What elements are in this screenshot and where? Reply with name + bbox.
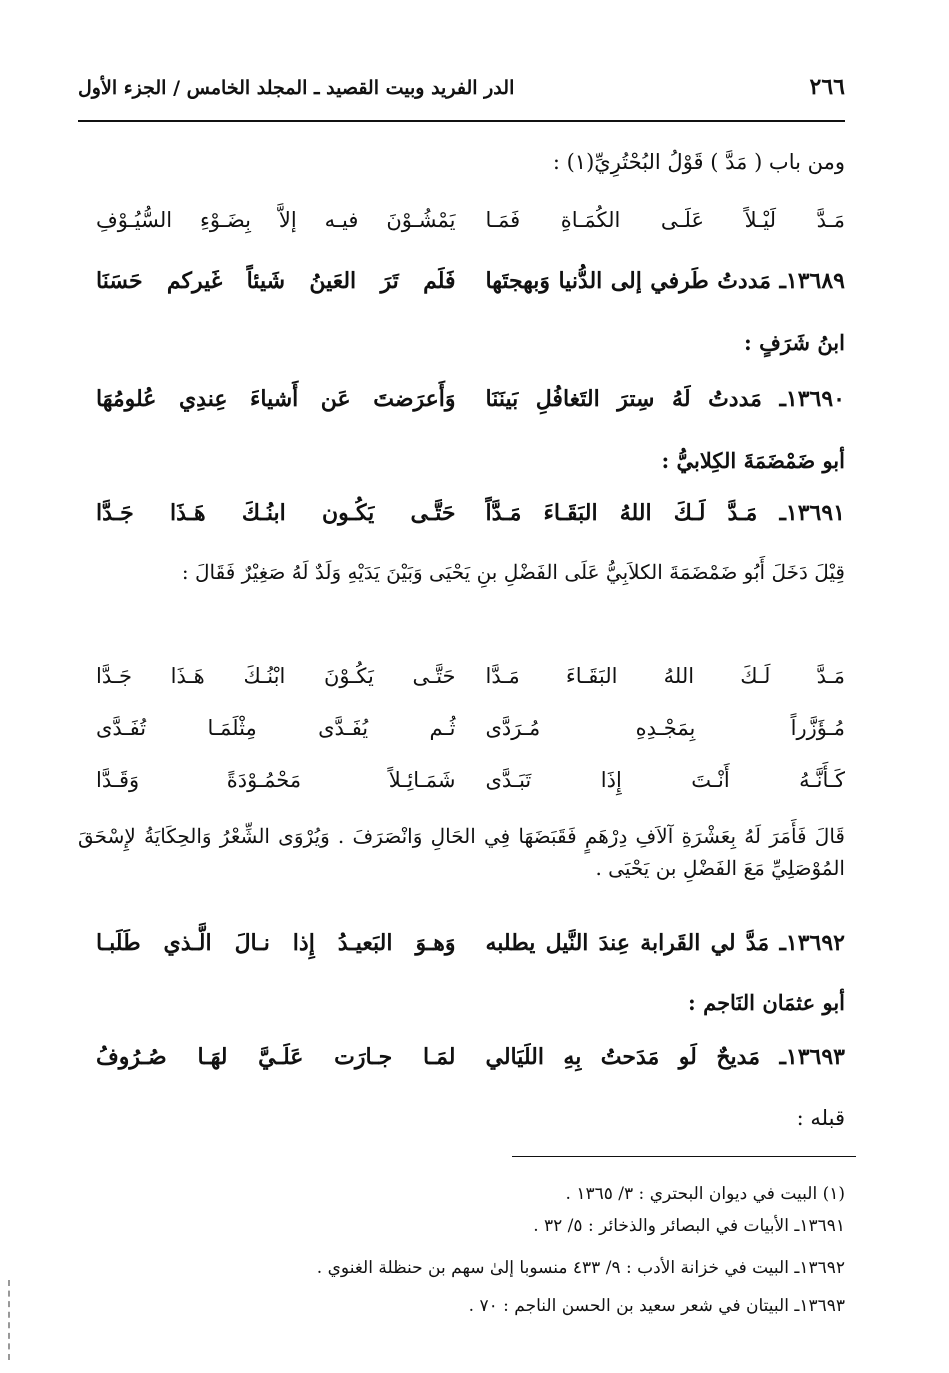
first-hemistich: ١٣٦٩٢ـ مَدَّ لي القَرابة عِندَ النَّيل يطلبه <box>485 930 845 956</box>
poem-line <box>96 716 845 740</box>
second-hemistich: لمَـا جـارَت عَلَـيَّ لهَـا صُـرُوفُ <box>96 1044 456 1070</box>
footnote: ١٣٦٩٣ـ البيتان في شعر سعيد بن الحسن الناجم : ٧٠ . <box>468 1296 845 1316</box>
running-title: الدر الفريد وبيت القصيد ـ المجلد الخامس / الجزء الأول <box>78 77 515 99</box>
verse-13691 <box>96 500 845 526</box>
prose-paragraph: قَالَ فَأَمَرَ لَهُ بِعَشْرَةِ آلاَفِ دِرْهَمٍ فَقَبَضَهَا فِي الحَالِ وَانْصَرَفَ . وَيُرْوَى الشِّعْرُ وَالحِكَايَةُ لإِسْحَقَ المُوْصَلِيِّ مَعَ الفَضْلِ بن يَحْيَى . <box>78 824 845 880</box>
second-hemistich: حَتَّـى يَكُـوْنَ ابْنُـكَ هَـذَا جَـدَّا <box>96 664 456 688</box>
page-number: ٢٦٦ <box>809 74 845 100</box>
verse-13692 <box>96 930 845 956</box>
first-hemistich: ١٣٦٩١ـ مَـدَّ لَـكَ اللهُ البَقَـاءَ مَـدَّاً <box>485 500 845 526</box>
first-hemistich: كَـأَنَّـهُ أَنْـتَ إِذَا تَبَـدَّى <box>485 768 845 792</box>
poet-name: أبو عثمَان النَاجم : <box>688 990 845 1015</box>
first-hemistich: مُـؤَزَّراً بِمَجْـدِهِ مُـرَدَّى <box>485 716 845 740</box>
prose-paragraph: قِيْلَ دَخَلَ أَبُو ضَمْضَمَةَ الكلاَبِيُّ عَلَى الفَضْلِ بنِ يَحْيَى وَبَيْنَ يَدَيْهِ وَلَدٌ لَهُ صَغِيْرٌ فَقَالَ : <box>181 560 845 584</box>
header-divider <box>78 120 845 122</box>
second-hemistich: وَأَعرَضتَ عَن أَشياءَ عِندِي عُلومُهَا <box>96 386 456 412</box>
poet-name: أبو ضَمْضَمَةَ الكِلابيُّ : <box>661 448 845 473</box>
second-hemistich: فَلَم تَرَ العَينُ شَيئاً غَيركم حَسَنَا <box>96 268 456 294</box>
first-hemistich: ١٣٦٩٣ـ مَديحٌ لَو مَدَحتُ بِهِ اللَيَالي <box>485 1044 845 1070</box>
second-hemistich: حَتَّـى يَكُـون ابنُـكَ هَـذَا جَـدَّا <box>96 500 456 526</box>
second-hemistich: وَهـوَ البَعيـدُ إِذا نـالَ الَّـذي طَلَبـا <box>96 930 456 956</box>
first-hemistich: مَـدَّ لَـكَ اللهُ البَقَـاءَ مَـدَّا <box>485 664 845 688</box>
second-hemistich: ثُـم يُفَـدَّى مِثْلَمَـا تُفَـدَّى <box>96 716 456 740</box>
poem-line <box>96 768 845 792</box>
second-hemistich: يَمْشُـوْنَ فيـه إلاَّ بِضَـوْءِ السُّيُـوْفِ <box>96 208 456 232</box>
verse-13689 <box>96 268 845 294</box>
continuation-note: قبله : <box>796 1106 845 1130</box>
page-header <box>78 74 845 100</box>
footnote: ١٣٦٩١ـ الأبيات في البصائر والذخائر : ٥/ ٣٢ . <box>533 1216 845 1236</box>
verse-13693 <box>96 1044 845 1070</box>
footnote: (١) البيت في ديوان البحتري : ٣/ ١٣٦٥ . <box>565 1184 845 1204</box>
footnote-divider <box>512 1156 856 1157</box>
first-hemistich: ١٣٦٩٠ـ مَددتُ لَهُ سِترَ التَغافُلِ بَينَنَا <box>485 386 845 412</box>
verse-line <box>96 208 845 232</box>
poem-line <box>96 664 845 688</box>
footnote: ١٣٦٩٢ـ البيت في خزانة الأدب : ٩/ ٤٣٣ منسوبا إلىٰ سهم بن حنظلة الغنوي . <box>316 1258 845 1278</box>
first-hemistich: مَـدَّ لَيْـلاً عَلَـى الكُمَـاةِ فَمَـا <box>485 208 845 232</box>
first-hemistich: ١٣٦٨٩ـ مَددتُ طَرفي إلى الدُّنيا وَبهجتَها <box>485 268 845 294</box>
section-intro: ومن باب ( مَدَّ ) قَوْلُ البُحْتُرِيِّ(١) : <box>552 150 845 174</box>
poet-name: ابنُ شَرَفٍ : <box>744 330 845 355</box>
scan-edge-marks <box>8 1280 12 1360</box>
verse-13690 <box>96 386 845 412</box>
second-hemistich: شَمَـائِـلاً مَحْمُـوْدَةً وَقَـدَّا <box>96 768 456 792</box>
